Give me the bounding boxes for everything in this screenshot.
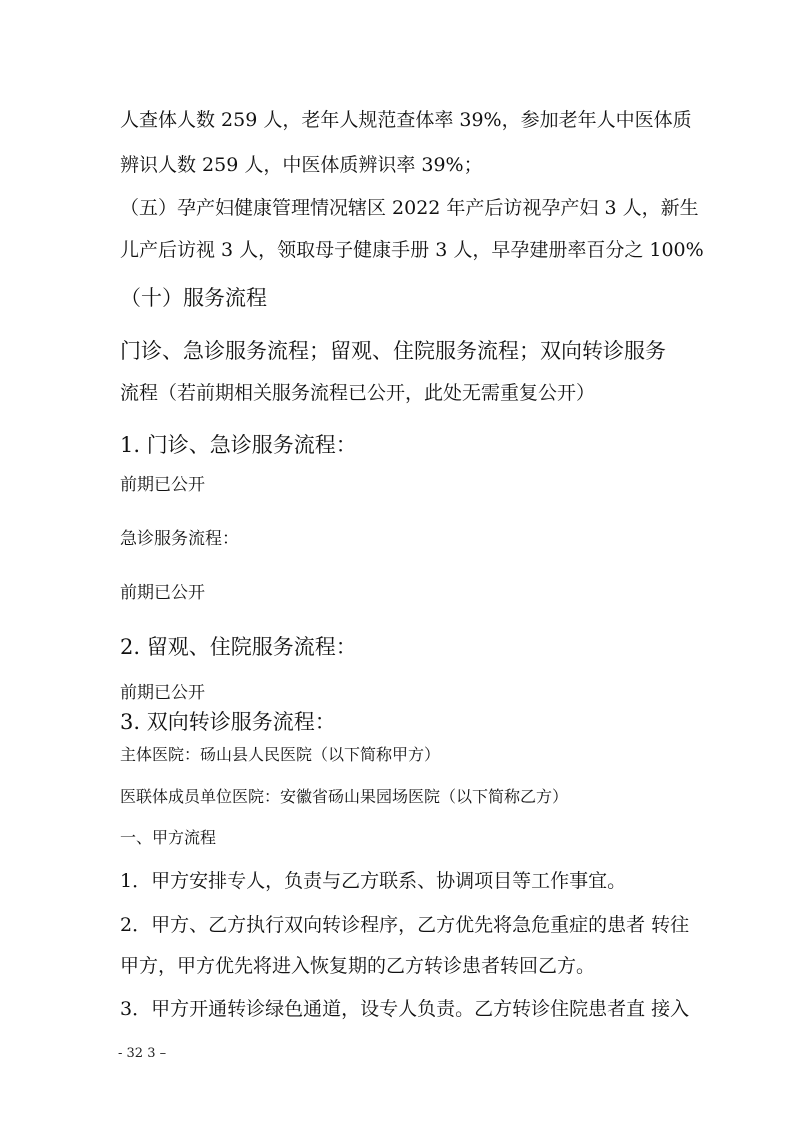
text-line: 医联体成员单位医院：安徽省砀山果园场医院（以下简称乙方）: [120, 787, 569, 806]
text-line: 人查体人数 259 人，老年人规范查体率 39%，参加老年人中医体质: [120, 109, 692, 131]
text-line: （五）孕产妇健康管理情况辖区 2022 年产后访视孕产妇 3 人，新生: [120, 197, 699, 219]
subsection-heading: 1. 门诊、急诊服务流程：: [120, 433, 357, 457]
subsection-heading: 急诊服务流程：: [120, 529, 239, 549]
text-line: 前期已公开: [120, 475, 205, 495]
subsection-heading: 3. 双向转诊服务流程：: [120, 710, 336, 734]
text-line: 儿产后访视 3 人，领取母子健康手册 3 人，早孕建册率百分之 100%: [120, 239, 704, 261]
section-heading: （十）服务流程: [120, 286, 267, 310]
list-item: 2．甲方、乙方执行双向转诊程序，乙方优先将急危重症的患者 转往: [120, 914, 690, 936]
text-line: 主体医院：砀山县人民医院（以下简称甲方）: [120, 745, 441, 764]
page-number: - 32 3 –: [118, 1046, 167, 1061]
text-line: 流程（若前期相关服务流程已公开，此处无需重复公开）: [120, 382, 596, 404]
list-item: 3．甲方开通转诊绿色通道，设专人负责。乙方转诊住院患者直 接入: [120, 998, 690, 1020]
subsection-heading: 2. 留观、住院服务流程：: [120, 635, 357, 659]
text-line: 门诊、急诊服务流程；留观、住院服务流程；双向转诊服务: [120, 339, 666, 363]
list-item: 1．甲方安排专人，负责与乙方联系、协调项目等工作事宜。: [120, 870, 627, 892]
text-line: 前期已公开: [120, 683, 205, 703]
text-line: 甲方，甲方优先将进入恢复期的乙方转诊患者转回乙方。: [120, 955, 596, 977]
text-line: 前期已公开: [120, 583, 205, 603]
text-line: 一、甲方流程: [120, 828, 217, 847]
text-line: 辨识人数 259 人，中医体质辨识率 39%；: [120, 154, 483, 176]
